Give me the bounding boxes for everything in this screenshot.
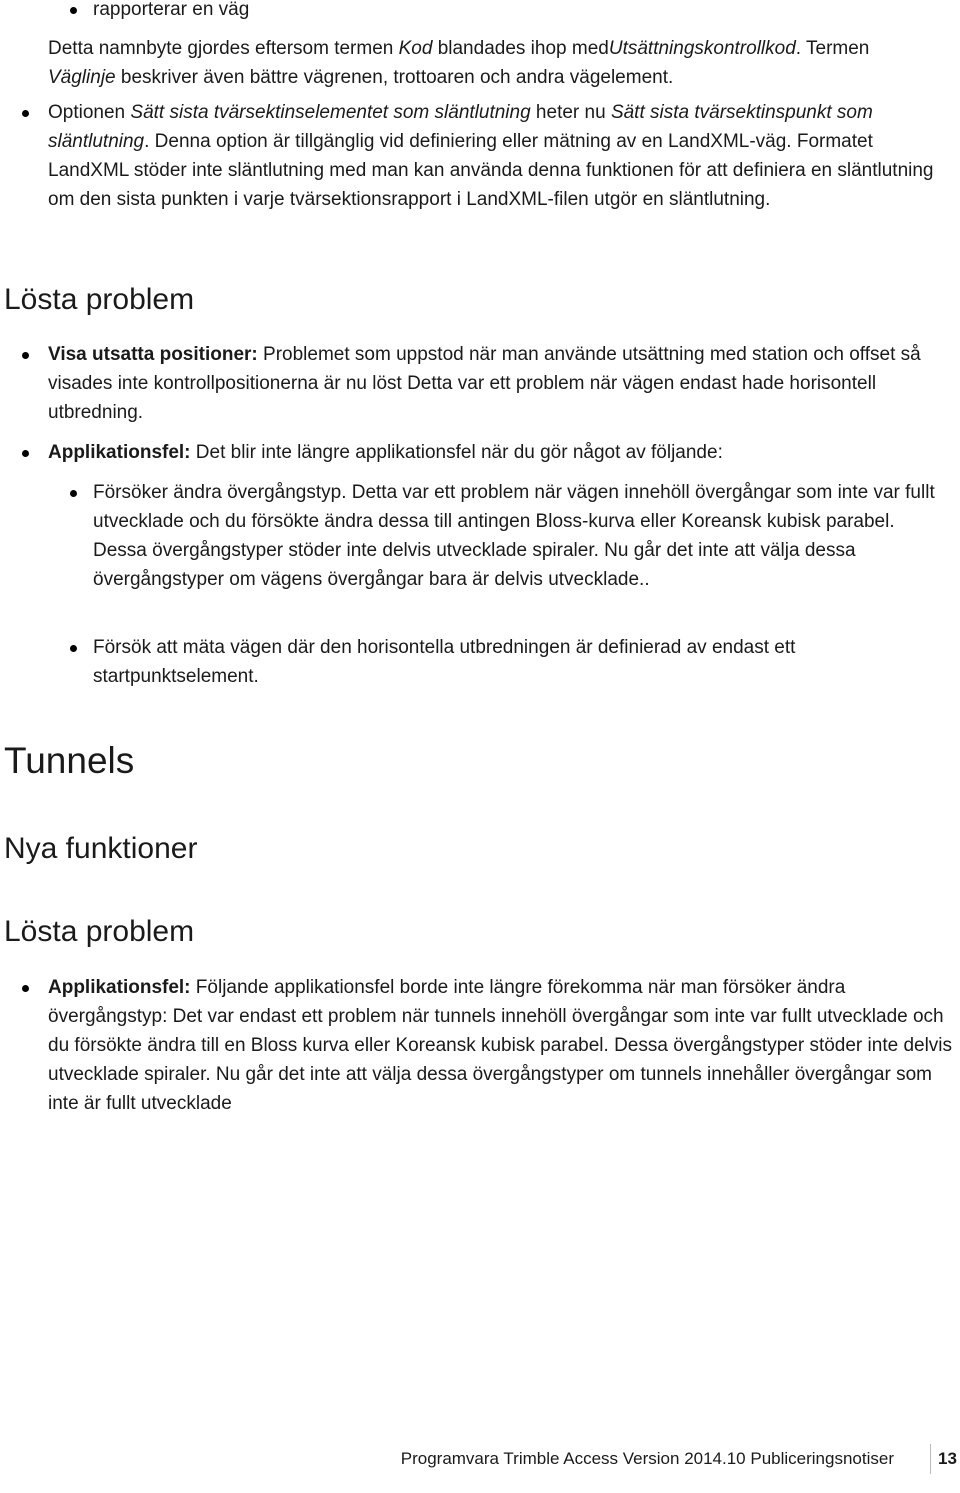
bullet-dot bbox=[22, 110, 29, 117]
subheading-new-features: Nya funktioner bbox=[4, 832, 198, 865]
bullet-dot bbox=[22, 352, 29, 359]
bullet-application-error: Applikationsfel: Det blir inte längre applikationsfel när du gör något av följande: bbox=[48, 442, 723, 463]
sub-bullet-change-transition-type: Försöker ändra övergångstyp. Detta var ett problem när vägen innehöll övergångar som inte var fullt utvecklade och du försökte ändra dessa till antingen Bloss-kurva eller Koreansk kubisk parabel. Dessa övergångstyper stöder inte delvis utvecklade spiraler. Nu går det inte att välja dessa övergångstyper om vägens övergångar bara är delvis utvecklade.. bbox=[93, 482, 935, 590]
tunnels-bullet-application-error: Applikationsfel: Följande applikationsfel borde inte längre förekomma när man försöker ändra övergångstyp: Det var endast ett problem när tunnels innehöll övergångar som inte var fullt utvecklade och du försökte ändra till en Bloss kurva eller Koreansk kubisk parabel. Dessa övergångstyper stöder inte delvis utvecklade spiraler. Nu går det inte att välja dessa övergångstyper om tunnels innehåller övergångar som inte är fullt utvecklade bbox=[48, 977, 953, 1114]
bullet-dot bbox=[70, 7, 77, 14]
bullet-dot bbox=[22, 450, 29, 457]
intro-paragraph: Detta namnbyte gjordes eftersom termen Kod blandades ihop medUtsättningskontrollkod. Termen Väglinje beskriver även bättre vägrenen, trottoaren och andra vägelement. bbox=[48, 38, 870, 88]
bullet-dot bbox=[70, 645, 77, 652]
footer-divider bbox=[930, 1444, 931, 1474]
bullet-show-staked-positions: Visa utsatta positioner: Problemet som uppstod när man använde utsättning med station och offset så visades inte kontrollpositionerna är nu löst Detta var ett problem när vägen endast hade horisontell utbredning. bbox=[48, 344, 921, 423]
bullet-dot bbox=[22, 985, 29, 992]
top-bullet-text: rapporterar en väg bbox=[93, 0, 250, 20]
section-heading-solved-problems: Lösta problem bbox=[4, 283, 195, 316]
option-bullet-paragraph: Optionen Sätt sista tvärsektinselementet som släntlutning heter nu Sätt sista tvärsektinspunkt som släntlutning. Denna option är tillgänglig vid definiering eller mätning av en LandXML-väg. Formatet LandXML stöder inte släntlutning med man kan använda denna funktionen för att definiera en släntlutning om den sista punkten i varje tvärsektionsrapport i LandXML-filen utgör en släntlutning. bbox=[48, 102, 934, 210]
sub-bullet-measure-road: Försök att mäta vägen där den horisontella utbredningen är definierad av endast ett startpunktselement. bbox=[93, 637, 796, 687]
bullet-dot bbox=[70, 490, 77, 497]
subheading-solved-problems: Lösta problem bbox=[4, 915, 195, 948]
section-heading-tunnels: Tunnels bbox=[4, 740, 135, 781]
page-footer bbox=[0, 1444, 960, 1474]
page-number: 13 bbox=[938, 1449, 957, 1468]
footer-title: Programvara Trimble Access Version 2014.10 Publiceringsnotiser bbox=[400, 1449, 894, 1468]
